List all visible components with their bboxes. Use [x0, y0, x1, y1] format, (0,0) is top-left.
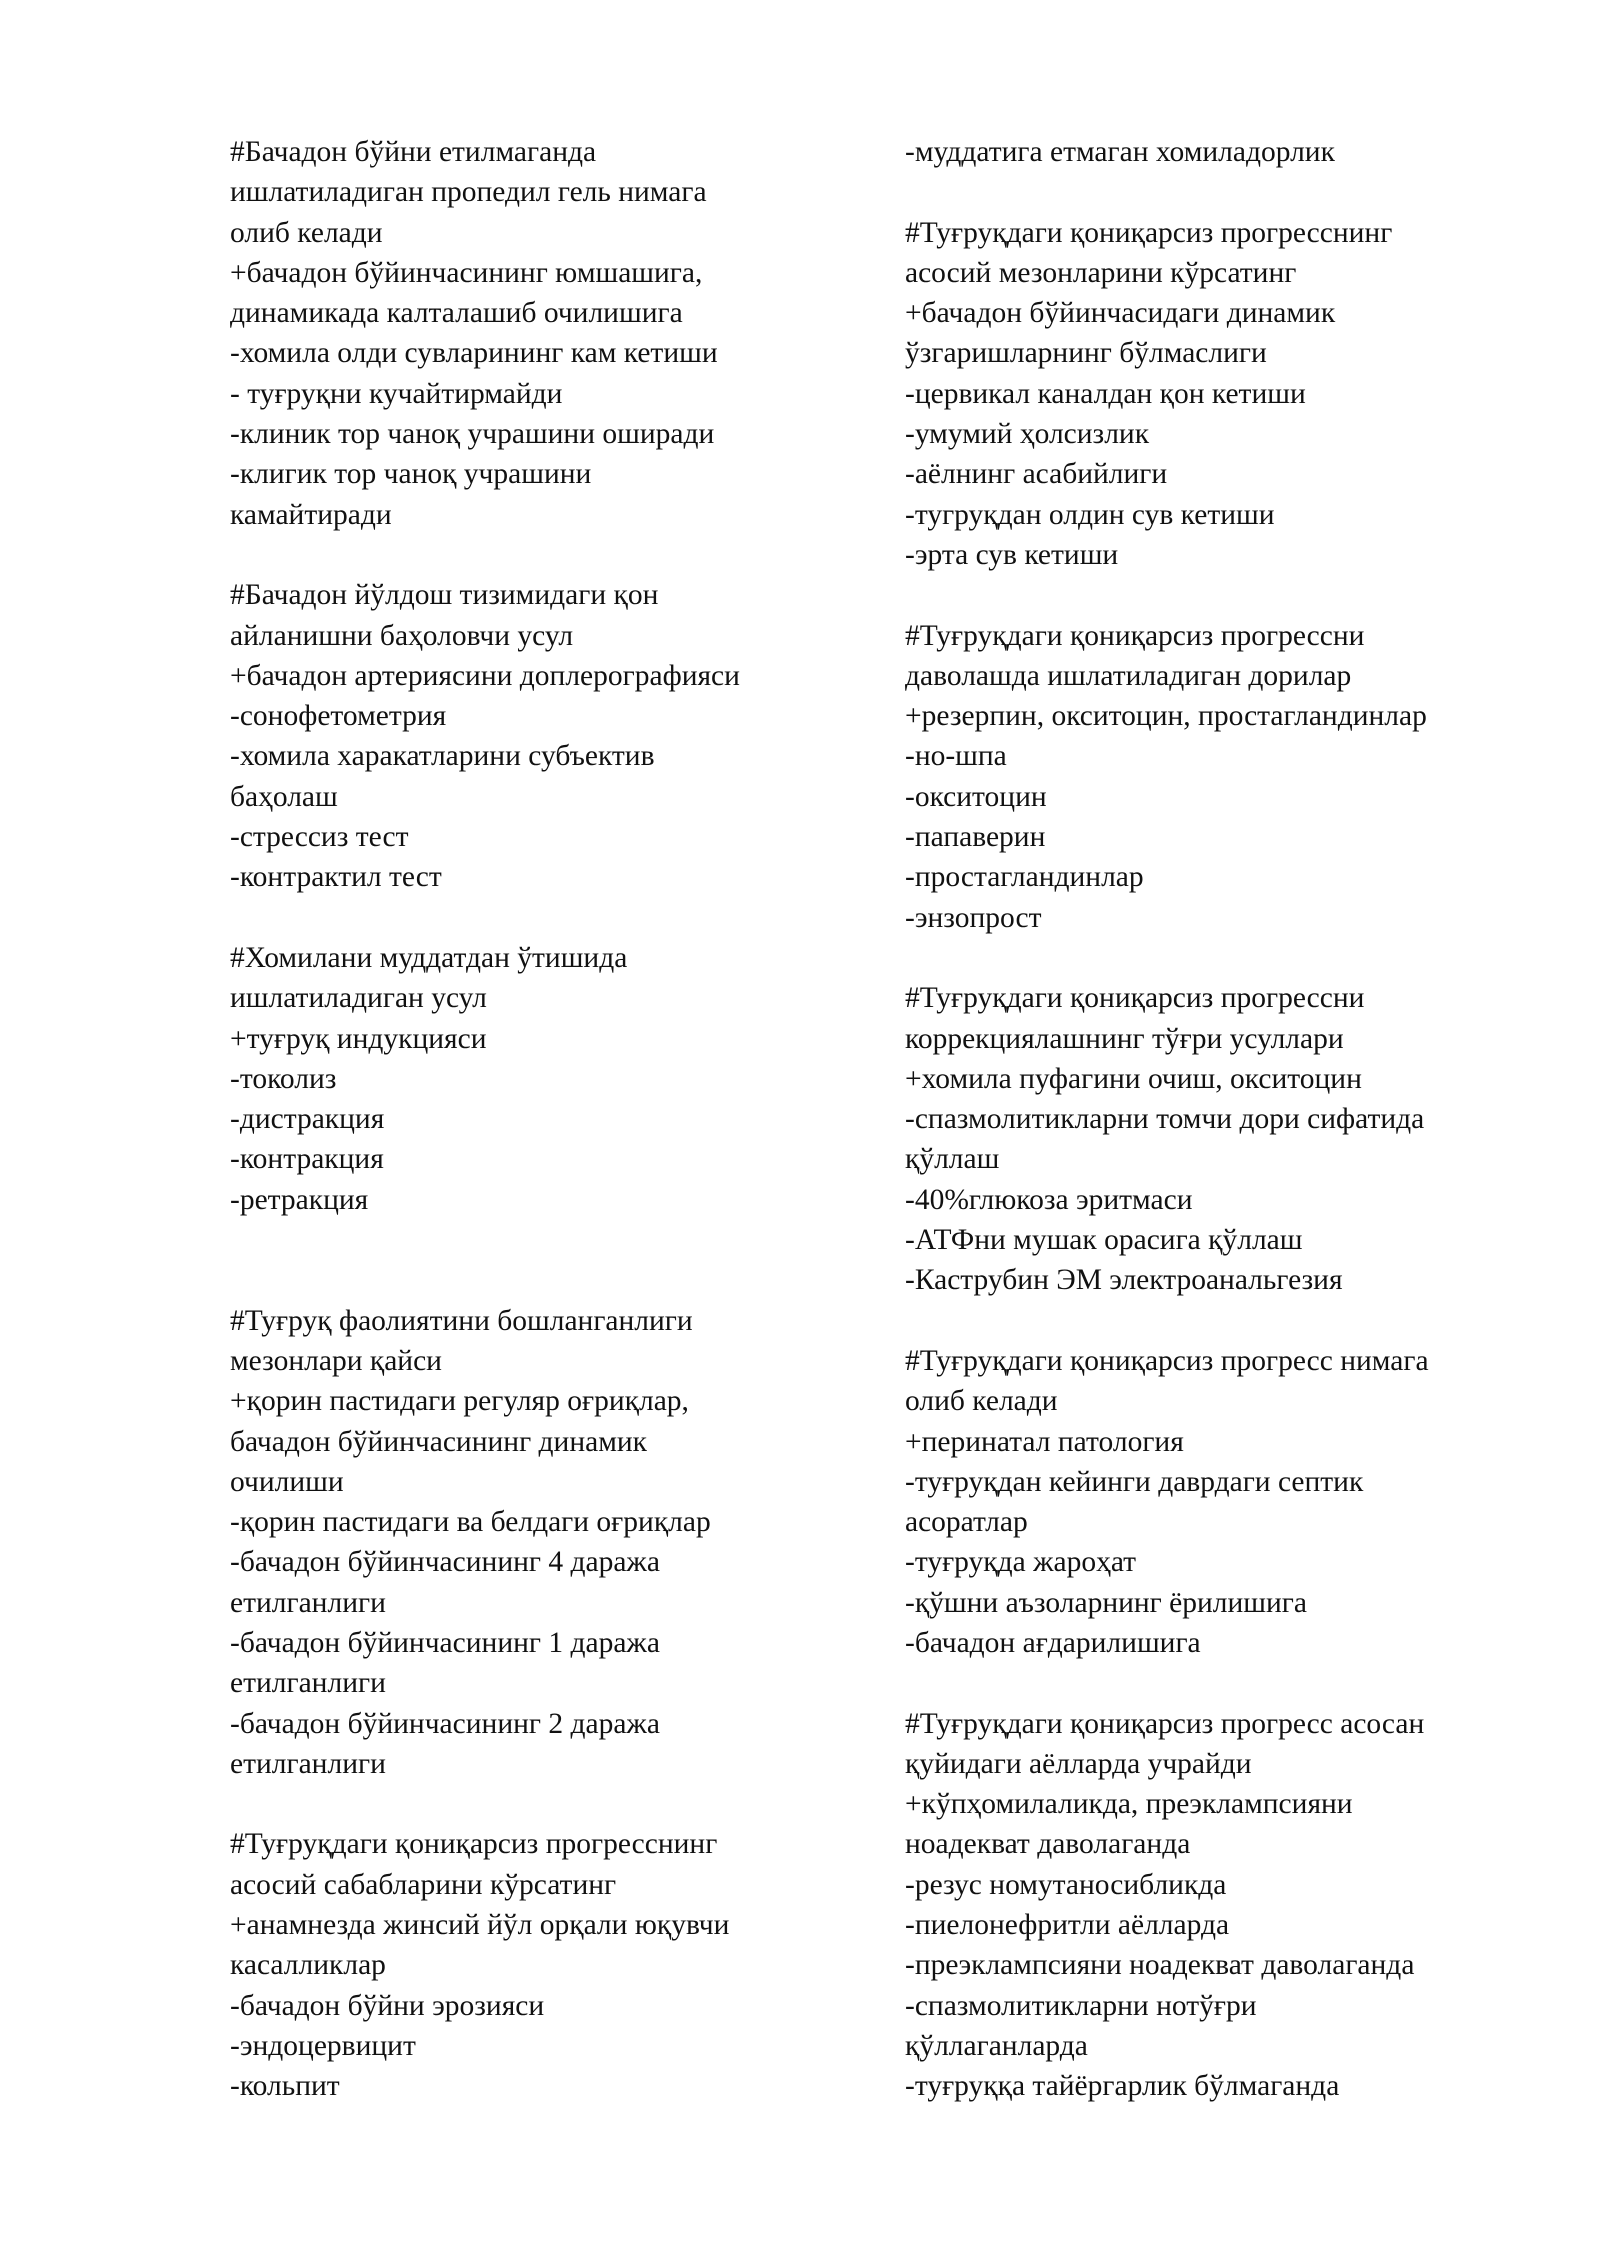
right-blank-line — [905, 575, 1515, 615]
right-question-line: #Туғруқдаги қониқарсиз прогрессни — [905, 619, 1365, 652]
right-distractor-line: -преэклампсияни ноадекват даволаганда — [905, 1949, 1415, 1982]
left-distractor-line: - туғруқни кучайтирмайди — [230, 377, 563, 410]
left-answer-line: очилиши — [230, 1465, 344, 1498]
right-distractor-line: -резус номутаносибликда — [905, 1868, 1227, 1901]
left-blank-line — [230, 535, 830, 575]
left-question-line: #Хомилани муддатдан ўтишида — [230, 941, 628, 974]
right-distractor-line: -папаверин — [905, 821, 1046, 854]
right-distractor-line: -простагландинлар — [905, 861, 1144, 894]
right-distractor-line: -тугруқдан олдин сув кетиши — [905, 498, 1275, 531]
right-correct-answer-line: +резерпин, окситоцин, простагландинлар — [905, 700, 1427, 733]
left-distractor-line: -бачадон бўйинчасининг 4 даража — [230, 1546, 660, 1579]
left-answer-line: етилганлиги — [230, 1667, 386, 1700]
left-distractor-line: -хомила олди сувларининг кам кетиши — [230, 337, 718, 370]
right-answer-line: асоратлар — [905, 1506, 1028, 1539]
left-answer-line: олиб келади — [230, 216, 383, 249]
left-correct-answer-line: +бачадон бўйинчасининг юмшашига, — [230, 256, 703, 289]
left-answer-line: камайтиради — [230, 498, 392, 531]
left-column — [230, 132, 830, 2107]
right-correct-answer-line: +перинатал патология — [905, 1425, 1184, 1458]
right-answer-line: қуйидаги аёлларда учрайди — [905, 1747, 1252, 1780]
left-distractor-line: -контракция — [230, 1143, 384, 1176]
left-distractor-line: -ретракция — [230, 1183, 369, 1216]
left-answer-line: асосий сабабларини кўрсатинг — [230, 1868, 617, 1901]
right-blank-line — [905, 1301, 1515, 1341]
left-answer-line: динамикада калталашиб очилишига — [230, 297, 683, 330]
left-answer-line: ишлатиладиган усул — [230, 982, 487, 1015]
right-distractor-line: -но-шпа — [905, 740, 1007, 773]
right-distractor-line: -цервикал каналдан қон кетиши — [905, 377, 1306, 410]
left-answer-line: мезонлари қайси — [230, 1344, 442, 1377]
right-distractor-line: -эрта сув кетиши — [905, 538, 1119, 571]
left-blank-line — [230, 1784, 830, 1824]
right-distractor-line: -аёлнинг асабийлиги — [905, 458, 1168, 491]
left-answer-line: етилганлиги — [230, 1586, 386, 1619]
left-distractor-line: -бачадон бўйинчасининг 2 даража — [230, 1707, 660, 1740]
right-distractor-line: -умумий ҳолсизлик — [905, 418, 1150, 451]
right-blank-line — [905, 938, 1515, 978]
right-blank-line — [905, 1663, 1515, 1703]
left-correct-answer-line: +бачадон артериясини доплерографияси — [230, 659, 740, 692]
right-distractor-line: -туғруқдан кейинги даврдаги септик — [905, 1465, 1364, 1498]
left-distractor-line: -қорин пастидаги ва белдаги оғриқлар — [230, 1506, 711, 1539]
left-distractor-line: -клигик тор чаноқ учрашини — [230, 458, 592, 491]
right-distractor-line: -муддатига етмаган хомиладорлик — [905, 136, 1335, 168]
right-question-line: #Туғруқдаги қониқарсиз прогрессни — [905, 982, 1365, 1015]
left-distractor-line: -бачадон бўйинчасининг 1 даража — [230, 1626, 660, 1659]
left-distractor-line: -дистракция — [230, 1103, 385, 1136]
right-answer-line: даволашда ишлатиладиган дорилар — [905, 659, 1352, 692]
left-answer-line: касалликлар — [230, 1949, 386, 1982]
left-blank-line — [230, 1220, 830, 1260]
left-distractor-line: -эндоцервицит — [230, 2029, 416, 2062]
right-distractor-line: -туғруқда жароҳат — [905, 1546, 1137, 1579]
left-answer-line: айланишни баҳоловчи усул — [230, 619, 574, 652]
left-correct-answer-line: +қорин пастидаги регуляр оғриқлар, — [230, 1385, 689, 1418]
right-distractor-line: -қўшни аъзоларнинг ёрилишига — [905, 1586, 1307, 1619]
left-question-line: #Бачадон бўйни етилмаганда — [230, 136, 597, 168]
right-correct-answer-line: +кўпҳомилаликда, преэклампсияни — [905, 1788, 1353, 1821]
left-question-line: #Туғруқдаги қониқарсиз прогресснинг — [230, 1828, 718, 1861]
right-answer-line: коррекциялашнинг тўғри усуллари — [905, 1022, 1344, 1055]
left-distractor-line: -кольпит — [230, 2070, 340, 2103]
right-answer-line: ўзгаришларнинг бўлмаслиги — [905, 337, 1267, 370]
right-answer-line: қўллаганларда — [905, 2029, 1088, 2062]
left-answer-line: ишлатиладиган пропедил гель нимага — [230, 176, 707, 209]
right-distractor-line: -пиелонефритли аёлларда — [905, 1909, 1230, 1942]
left-blank-line — [230, 1260, 830, 1300]
right-question-line: #Туғруқдаги қониқарсиз прогресснинг — [905, 216, 1393, 249]
left-question-line: #Туғруқ фаолиятини бошланганлиги — [230, 1304, 693, 1337]
right-distractor-line: -энзопрост — [905, 901, 1042, 934]
left-distractor-line: -стрессиз тест — [230, 821, 409, 854]
left-distractor-line: -клиник тор чаноқ учрашини оширади — [230, 418, 715, 451]
right-distractor-line: -туғруққа тайёргарлик бўлмаганда — [905, 2070, 1340, 2103]
right-column — [905, 132, 1515, 2107]
left-blank-line — [230, 898, 830, 938]
left-answer-line: бачадон бўйинчасининг динамик — [230, 1425, 648, 1458]
left-question-line: #Бачадон йўлдош тизимидаги қон — [230, 579, 659, 612]
right-question-line: #Туғруқдаги қониқарсиз прогресс асосан — [905, 1707, 1425, 1740]
right-distractor-line: -спазмолитикларни томчи дори сифатида — [905, 1103, 1425, 1136]
left-distractor-line: -контрактил тест — [230, 861, 442, 894]
right-distractor-line: -окситоцин — [905, 780, 1047, 813]
left-distractor-line: -сонофетометрия — [230, 700, 447, 733]
right-distractor-line: -спазмолитикларни нотўғри — [905, 1989, 1257, 2022]
right-blank-line — [905, 172, 1515, 212]
right-distractor-line: -АТФни мушак орасига қўллаш — [905, 1224, 1303, 1257]
left-correct-answer-line: +анамнезда жинсий йўл орқали юқувчи — [230, 1909, 730, 1942]
right-answer-line: олиб келади — [905, 1385, 1058, 1418]
right-question-line: #Туғруқдаги қониқарсиз прогресс нимага — [905, 1344, 1429, 1377]
left-distractor-line: -хомила харакатларини субъектив — [230, 740, 655, 773]
right-answer-line: қўллаш — [905, 1143, 1000, 1176]
left-answer-line: етилганлиги — [230, 1747, 386, 1780]
left-correct-answer-line: +туғруқ индукцияси — [230, 1022, 487, 1055]
right-answer-line: асосий мезонларини кўрсатинг — [905, 256, 1297, 289]
left-answer-line: баҳолаш — [230, 780, 338, 813]
right-correct-answer-line: +хомила пуфагини очиш, окситоцин — [905, 1062, 1362, 1095]
right-answer-line: ноадекват даволаганда — [905, 1828, 1191, 1861]
right-distractor-line: -Каструбин ЭМ электроанальгезия — [905, 1264, 1343, 1297]
right-distractor-line: -40%глюкоза эритмаси — [905, 1183, 1193, 1216]
right-correct-answer-line: +бачадон бўйинчасидаги динамик — [905, 297, 1336, 330]
left-distractor-line: -бачадон бўйни эрозияси — [230, 1989, 545, 2022]
left-distractor-line: -токолиз — [230, 1062, 337, 1095]
right-distractor-line: -бачадон ағдарилишига — [905, 1626, 1201, 1659]
